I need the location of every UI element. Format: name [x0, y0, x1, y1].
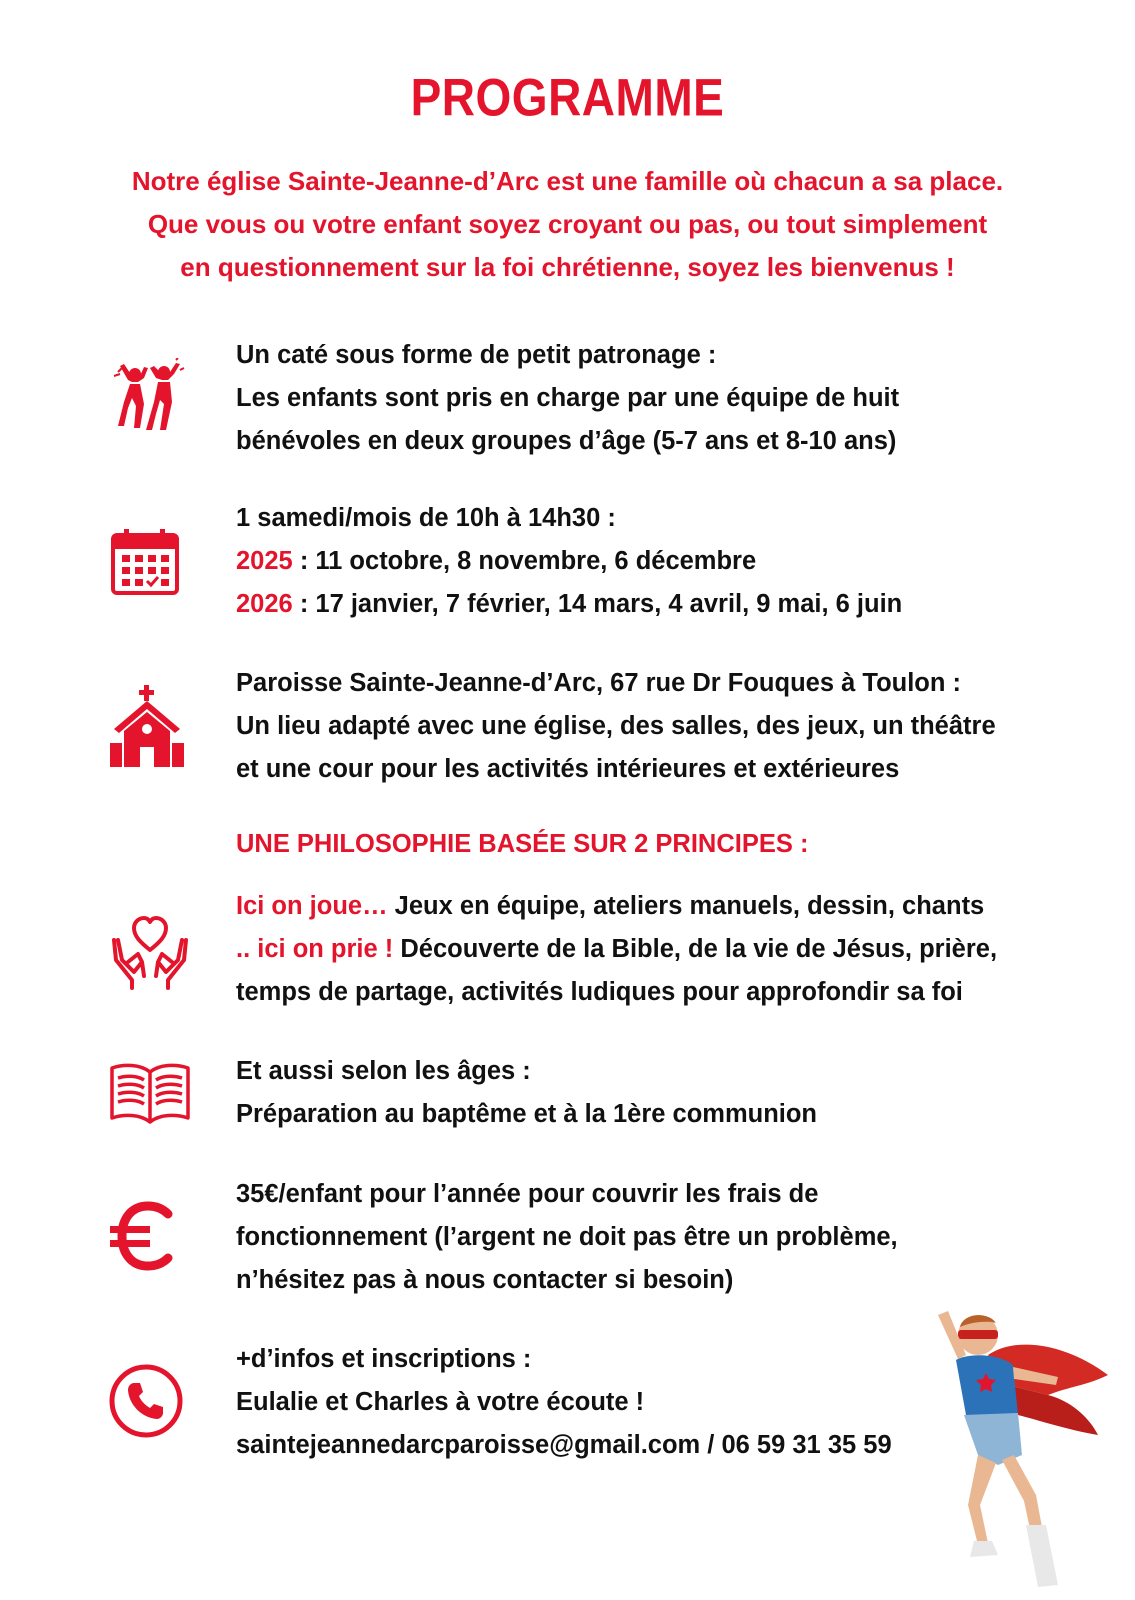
- heart-hands-icon: [110, 910, 190, 990]
- schedule-line-2025: [236, 540, 1096, 583]
- place-section: [236, 662, 1096, 791]
- dates-2025: : 11 octobre, 8 novembre, 6 décembre: [292, 547, 757, 575]
- play-line: [236, 885, 1096, 928]
- schedule-line: 1 samedi/mois de 10h à 14h30 :: [236, 504, 616, 532]
- cate-line: Un caté sous forme de petit patronage :: [236, 341, 717, 369]
- philosophy-section: [236, 885, 1096, 1014]
- dates-2026: : 17 janvier, 7 février, 14 mars, 4 avril, 9 mai, 6 juin: [292, 590, 903, 618]
- price-line: fonctionnement (l’argent ne doit pas être un problème,: [236, 1223, 898, 1251]
- place-line: et une cour pour les activités intérieures et extérieures: [236, 755, 900, 783]
- calendar-icon: [110, 527, 180, 597]
- pray-text: Découverte de la Bible, de la vie de Jésus, prière,: [393, 935, 998, 963]
- contact-line: Eulalie et Charles à votre écoute !: [236, 1388, 645, 1416]
- intro-line: Notre église Sainte-Jeanne-d’Arc est une famille où chacun a sa place.: [131, 166, 1004, 196]
- children-icon: [110, 358, 186, 438]
- schedule-section: [236, 497, 1096, 626]
- cate-line: bénévoles en deux groupes d’âge (5-7 ans et 8-10 ans): [236, 427, 897, 455]
- church-icon: [110, 685, 184, 769]
- euro-icon: [108, 1200, 180, 1272]
- price-line: 35€/enfant pour l’année pour couvrir les frais de: [236, 1180, 819, 1208]
- play-text: Jeux en équipe, ateliers manuels, dessin, chants: [387, 892, 985, 920]
- phone-icon: [108, 1363, 184, 1439]
- intro-line: en questionnement sur la foi chrétienne, soyez les bienvenus !: [180, 252, 955, 282]
- pray-line: [236, 928, 1096, 971]
- place-line: Un lieu adapté avec une église, des salles, des jeux, un théâtre: [236, 712, 996, 740]
- philosophy-line: temps de partage, activités ludiques pour approfondir sa foi: [236, 978, 963, 1006]
- play-label: Ici on joue…: [236, 892, 388, 920]
- pray-label: .. ici on prie !: [236, 935, 394, 963]
- philosophy-heading: UNE PHILOSOPHIE BASÉE SUR 2 PRINCIPES :: [236, 830, 809, 858]
- contact-info[interactable]: saintejeannedarcparoisse@gmail.com / 06 59 31 35 59: [236, 1431, 892, 1459]
- ages-line: Préparation au baptême et à la 1ère communion: [236, 1100, 818, 1128]
- page-title: PROGRAMME: [410, 67, 725, 127]
- superhero-child-image: [918, 1305, 1118, 1595]
- intro-text: [0, 160, 1135, 289]
- place-line: Paroisse Sainte-Jeanne-d’Arc, 67 rue Dr Fouques à Toulon :: [236, 669, 962, 697]
- price-section: [236, 1173, 1096, 1302]
- year-2026: 2026: [236, 590, 293, 618]
- intro-line: Que vous ou votre enfant soyez croyant ou pas, ou tout simplement: [147, 209, 988, 239]
- year-2025: 2025: [236, 547, 293, 575]
- contact-line: +d’infos et inscriptions :: [236, 1345, 532, 1373]
- schedule-line-2026: [236, 583, 1096, 626]
- ages-section: [236, 1050, 1096, 1136]
- price-line: n’hésitez pas à nous contacter si besoin): [236, 1266, 734, 1294]
- cate-section: [236, 334, 1096, 463]
- cate-line: Les enfants sont pris en charge par une équipe de huit: [236, 384, 900, 412]
- open-book-icon: [108, 1060, 192, 1126]
- ages-line: Et aussi selon les âges :: [236, 1057, 531, 1085]
